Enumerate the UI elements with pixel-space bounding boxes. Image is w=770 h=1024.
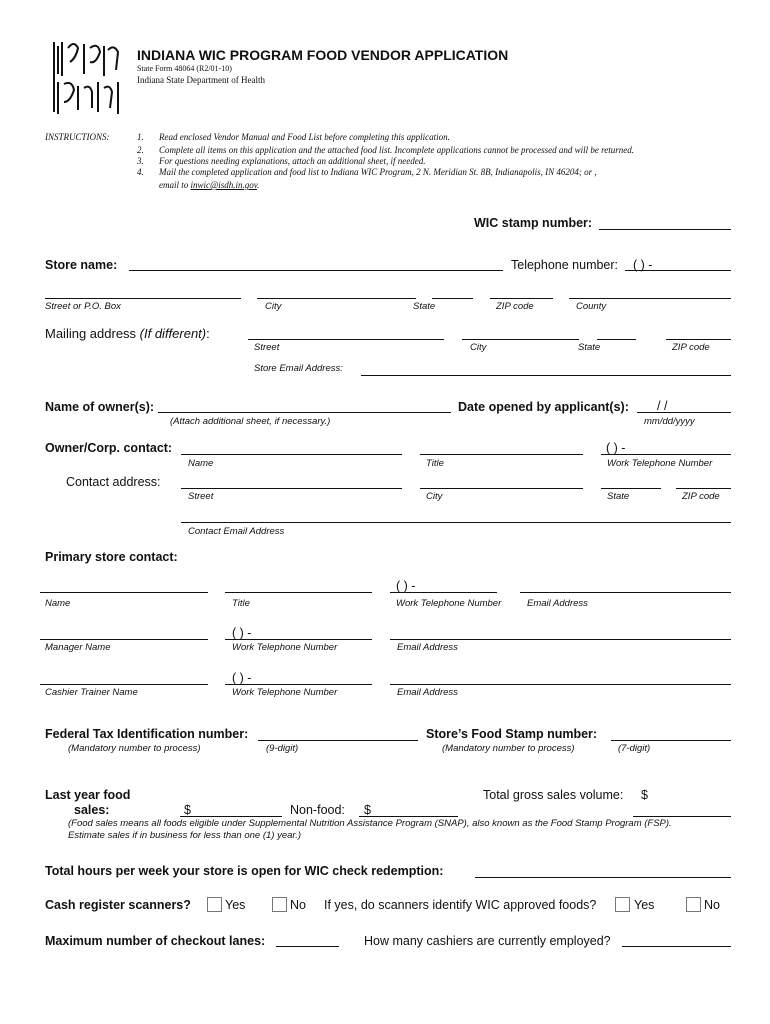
instruction-num-2: 2. bbox=[137, 145, 144, 155]
primary-contact-label: Primary store contact: bbox=[45, 550, 178, 564]
contact-email-caption: Contact Email Address bbox=[188, 526, 285, 537]
date-opened-label: Date opened by applicant(s): bbox=[458, 400, 629, 414]
fed-tax-note: (Mandatory number to process) bbox=[68, 743, 201, 754]
contact-street-caption: Street bbox=[188, 491, 214, 502]
cashier-phone-format: ( ) - bbox=[232, 671, 252, 685]
contact-email-field[interactable] bbox=[181, 522, 731, 523]
food-stamp-note: (Mandatory number to process) bbox=[442, 743, 575, 754]
wic-scan-yes-label: Yes bbox=[634, 898, 655, 912]
primary-contact-name-field[interactable] bbox=[40, 592, 208, 593]
contact-zip-caption: ZIP code bbox=[682, 491, 720, 502]
form-number: State Form 48064 (R2/01-10) bbox=[137, 64, 232, 73]
mailing-city-field[interactable] bbox=[462, 339, 579, 340]
owner-contact-name-field[interactable] bbox=[181, 454, 402, 455]
cashier-email-field[interactable] bbox=[390, 684, 731, 685]
primary-contact-phone-caption: Work Telephone Number bbox=[396, 598, 502, 609]
instruction-text-1: Read enclosed Vendor Manual and Food List before completing this application. bbox=[159, 132, 450, 142]
isdh-logo bbox=[48, 38, 128, 118]
mailing-state-caption: State bbox=[578, 342, 601, 353]
manager-phone-caption: Work Telephone Number bbox=[232, 642, 338, 653]
store-phone-label: Telephone number: bbox=[511, 258, 619, 272]
store-name-label: Store name: bbox=[45, 258, 118, 272]
date-opened-format: / / bbox=[657, 399, 668, 413]
fed-tax-label: Federal Tax Identification number: bbox=[45, 727, 249, 741]
contact-state-caption: State bbox=[607, 491, 630, 502]
fed-tax-field[interactable] bbox=[258, 740, 418, 741]
instruction-num-1: 1. bbox=[137, 132, 144, 142]
email-link[interactable]: inwic@isdh.in.gov bbox=[190, 180, 258, 190]
last-year-sales-label-2: sales: bbox=[74, 803, 110, 817]
food-stamp-field[interactable] bbox=[611, 740, 731, 741]
owner-contact-title-caption: Title bbox=[426, 458, 444, 469]
mailing-zip-caption: ZIP code bbox=[672, 342, 710, 353]
form-title: INDIANA WIC PROGRAM FOOD VENDOR APPLICATION bbox=[137, 47, 509, 63]
store-city-field[interactable] bbox=[257, 298, 416, 299]
store-county-field[interactable] bbox=[569, 298, 731, 299]
checkout-lanes-label: Maximum number of checkout lanes: bbox=[45, 934, 266, 948]
food-sales-field[interactable] bbox=[180, 816, 282, 817]
mailing-state-field[interactable] bbox=[597, 339, 636, 340]
owner-contact-phone-format: ( ) - bbox=[606, 441, 626, 455]
fed-tax-digits: (9-digit) bbox=[266, 743, 299, 754]
gross-sales-label: Total gross sales volume: bbox=[483, 788, 624, 802]
cashier-email-caption: Email Address bbox=[397, 687, 458, 698]
owner-name-label: Name of owner(s): bbox=[45, 400, 155, 414]
instruction-email-line: email to inwic@isdh.in.gov. bbox=[159, 180, 260, 190]
date-opened-caption: mm/dd/yyyy bbox=[644, 416, 695, 427]
primary-contact-name-caption: Name bbox=[45, 598, 71, 609]
primary-contact-email-field[interactable] bbox=[520, 592, 731, 593]
cashier-trainer-name-field[interactable] bbox=[40, 684, 208, 685]
gross-sales-field[interactable] bbox=[633, 816, 731, 817]
nonfood-sales-field[interactable] bbox=[359, 816, 458, 817]
primary-contact-phone-field[interactable] bbox=[390, 592, 497, 593]
wic-stamp-field[interactable] bbox=[599, 229, 731, 230]
manager-email-field[interactable] bbox=[390, 639, 731, 640]
cashiers-field[interactable] bbox=[622, 946, 731, 947]
owner-contact-phone-caption: Work Telephone Number bbox=[607, 458, 713, 469]
manager-email-caption: Email Address bbox=[397, 642, 458, 653]
scanners-no-label: No bbox=[290, 898, 306, 912]
store-email-caption: Store Email Address: bbox=[254, 363, 343, 374]
owner-contact-phone-field[interactable] bbox=[601, 454, 731, 455]
instruction-text-4: Mail the completed application and food list to Indiana WIC Program, 2 N. Meridian St. 8B, Indianapolis, IN 46204; or , bbox=[159, 167, 597, 177]
instruction-text-2: Complete all items on this application and the attached food list. Incomplete applications cannot be processed and will be returned. bbox=[159, 145, 635, 155]
date-opened-field[interactable] bbox=[637, 412, 731, 413]
scanners-label: Cash register scanners? bbox=[45, 898, 191, 912]
store-state-field[interactable] bbox=[432, 298, 473, 299]
store-street-caption: Street or P.O. Box bbox=[45, 301, 121, 312]
store-zip-caption: ZIP code bbox=[496, 301, 534, 312]
wic-stamp-label: WIC stamp number: bbox=[474, 216, 593, 230]
instruction-text-3: For questions needing explanations, attach an additional sheet, if needed. bbox=[159, 156, 426, 166]
manager-name-field[interactable] bbox=[40, 639, 208, 640]
food-sales-dollar: $ bbox=[184, 803, 191, 817]
department-name: Indiana State Department of Health bbox=[137, 75, 265, 85]
mailing-zip-field[interactable] bbox=[666, 339, 731, 340]
contact-city-caption: City bbox=[426, 491, 443, 502]
hours-label: Total hours per week your store is open for WIC check redemption: bbox=[45, 864, 444, 878]
primary-contact-title-caption: Title bbox=[232, 598, 250, 609]
wic-scan-no-label: No bbox=[704, 898, 720, 912]
scanners-no-checkbox[interactable] bbox=[272, 897, 287, 912]
primary-contact-phone-format: ( ) - bbox=[396, 579, 416, 593]
manager-phone-format: ( ) - bbox=[232, 626, 252, 640]
store-email-field[interactable] bbox=[361, 375, 731, 376]
cashiers-label: How many cashiers are currently employed? bbox=[364, 934, 611, 948]
store-phone-field[interactable] bbox=[625, 270, 731, 271]
manager-phone-field[interactable] bbox=[225, 639, 372, 640]
checkout-lanes-field[interactable] bbox=[276, 946, 339, 947]
wic-scan-yes-checkbox[interactable] bbox=[615, 897, 630, 912]
sales-note-2: Estimate sales if in business for less than one (1) year.) bbox=[68, 830, 302, 841]
cashier-trainer-caption: Cashier Trainer Name bbox=[45, 687, 138, 698]
owner-contact-title-field[interactable] bbox=[420, 454, 583, 455]
nonfood-label: Non-food: bbox=[290, 803, 345, 817]
mailing-address-label: Mailing address (If different): bbox=[45, 326, 210, 341]
wic-scan-no-checkbox[interactable] bbox=[686, 897, 701, 912]
owner-attach-note: (Attach additional sheet, if necessary.) bbox=[170, 416, 331, 427]
store-state-caption: State bbox=[413, 301, 436, 312]
gross-sales-dollar: $ bbox=[641, 788, 648, 802]
store-street-field[interactable] bbox=[45, 298, 241, 299]
cashier-phone-caption: Work Telephone Number bbox=[232, 687, 338, 698]
owner-contact-name-caption: Name bbox=[188, 458, 214, 469]
hours-field[interactable] bbox=[475, 877, 731, 878]
manager-name-caption: Manager Name bbox=[45, 642, 111, 653]
owner-contact-label: Owner/Corp. contact: bbox=[45, 441, 173, 455]
contact-zip-field[interactable] bbox=[676, 488, 731, 489]
primary-contact-email-caption: Email Address bbox=[527, 598, 588, 609]
instructions-label: INSTRUCTIONS: bbox=[45, 132, 110, 142]
store-county-caption: County bbox=[576, 301, 607, 312]
food-stamp-digits: (7-digit) bbox=[618, 743, 651, 754]
food-stamp-label: Store’s Food Stamp number: bbox=[426, 727, 598, 741]
mailing-street-caption: Street bbox=[254, 342, 280, 353]
instruction-num-4: 4. bbox=[137, 167, 144, 177]
primary-contact-title-field[interactable] bbox=[225, 592, 372, 593]
instruction-num-3: 3. bbox=[137, 156, 144, 166]
owner-name-field[interactable] bbox=[158, 412, 451, 413]
contact-state-field[interactable] bbox=[601, 488, 661, 489]
store-zip-field[interactable] bbox=[490, 298, 553, 299]
store-name-field[interactable] bbox=[129, 270, 503, 271]
last-year-sales-label: Last year food bbox=[45, 788, 131, 802]
mailing-city-caption: City bbox=[470, 342, 487, 353]
contact-city-field[interactable] bbox=[420, 488, 583, 489]
nonfood-dollar: $ bbox=[364, 803, 371, 817]
mailing-street-field[interactable] bbox=[248, 339, 444, 340]
scanners-yes-checkbox[interactable] bbox=[207, 897, 222, 912]
store-city-caption: City bbox=[265, 301, 282, 312]
store-phone-format: ( ) - bbox=[633, 258, 653, 272]
scanners-question: If yes, do scanners identify WIC approved foods? bbox=[324, 898, 597, 912]
contact-address-label: Contact address: bbox=[66, 475, 161, 489]
contact-street-field[interactable] bbox=[181, 488, 402, 489]
sales-note-1: (Food sales means all foods eligible under Supplemental Nutrition Assistance Program (SNAP), also known as the Food Stamp Program (FSP). bbox=[68, 818, 672, 829]
cashier-phone-field[interactable] bbox=[225, 684, 372, 685]
scanners-yes-label: Yes bbox=[225, 898, 246, 912]
